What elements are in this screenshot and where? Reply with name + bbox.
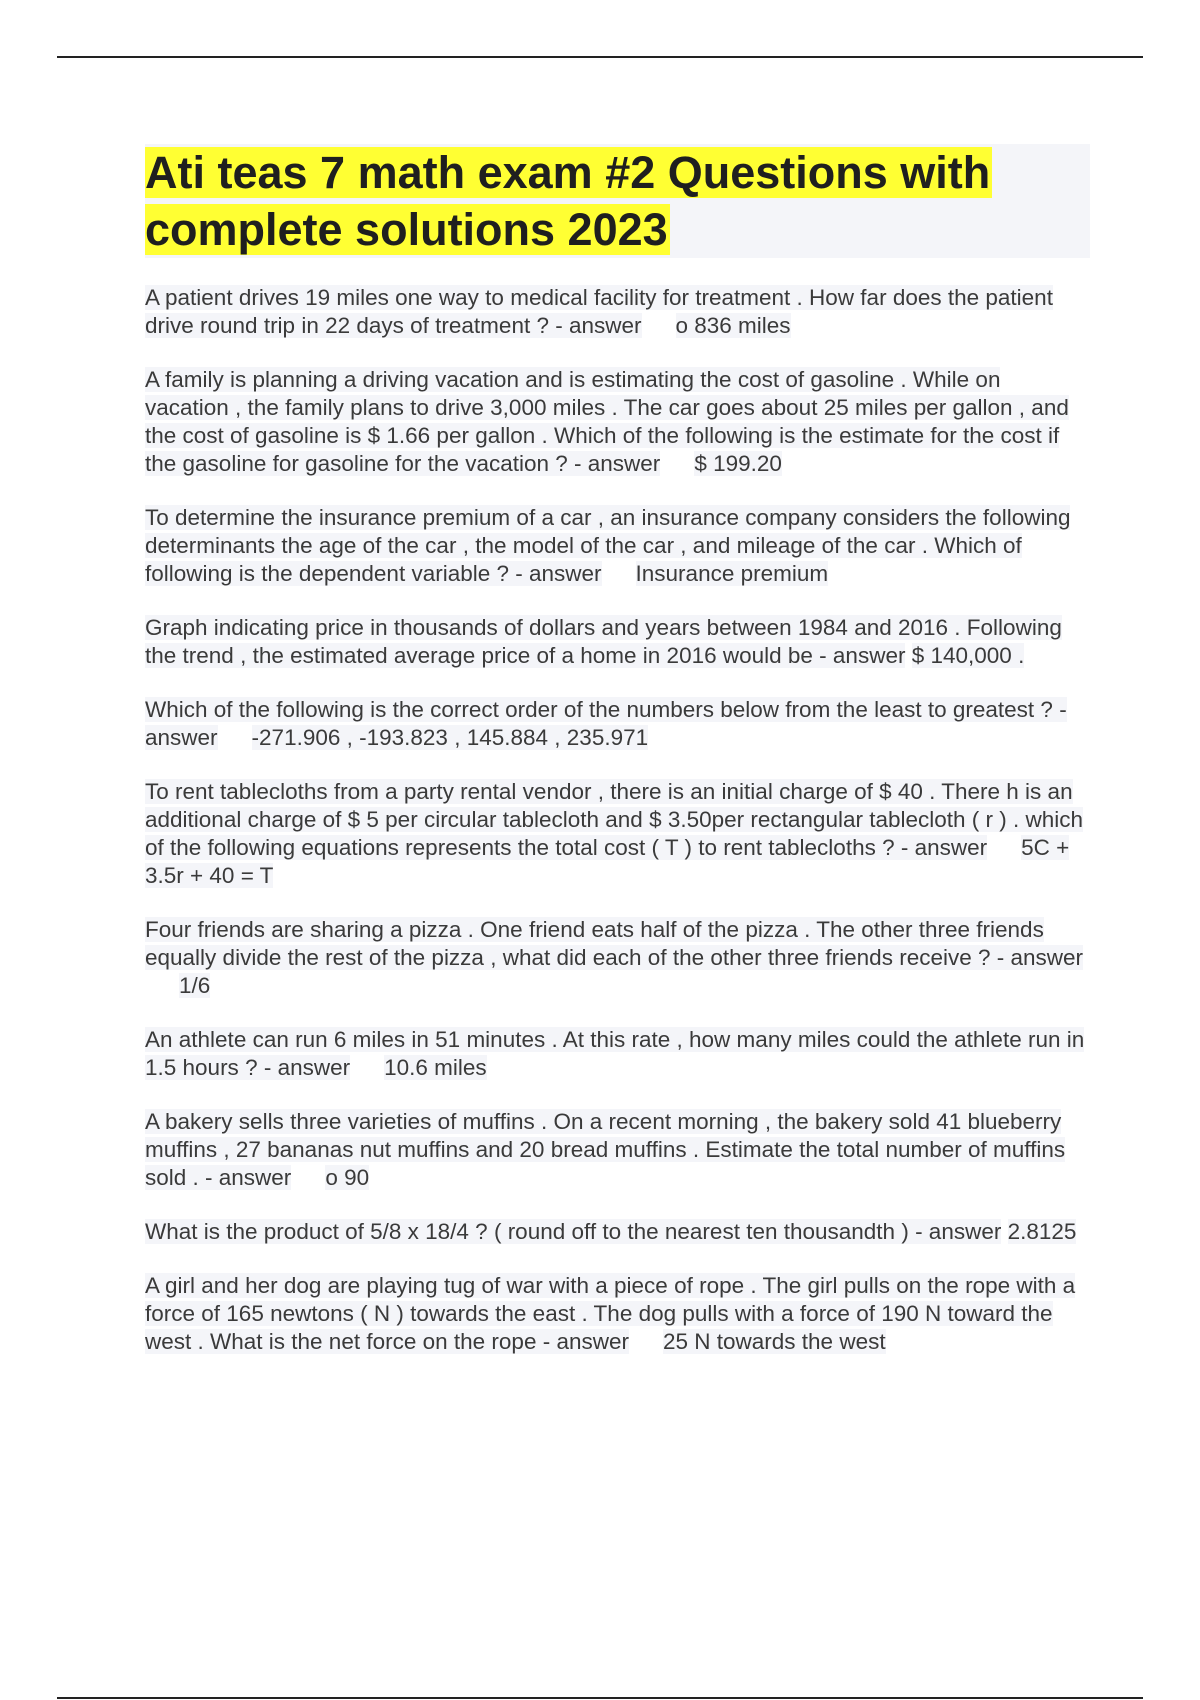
- question-text: Four friends are sharing a pizza . One friend eats half of the pizza . The other three friends equally divide the rest of the pizza , what did each of the other three friends receive ? - answer: [145, 917, 1084, 970]
- answer-text: 2.8125: [1007, 1219, 1077, 1244]
- question-text: To determine the insurance premium of a car , an insurance company considers the following determinants the age of the car , the model of the car , and mileage of the car . Which of following is the dependent variable ? - answer: [145, 505, 1071, 586]
- question-text: To rent tablecloths from a party rental vendor , there is an initial charge of $ 40 . There h is an additional charge of $ 5 per circular tablecloth and $ 3.50per rectangular tablecloth ( r ) . which of the following equations represents the total cost ( T ) to rent tablecloths ? - answer: [145, 779, 1084, 860]
- question-text: What is the product of 5/8 x 18/4 ? ( round off to the nearest ten thousandth ) - answer: [145, 1219, 1002, 1244]
- qa-item-4: [145, 614, 1090, 670]
- answer-text: Insurance premium: [635, 561, 829, 586]
- question-text: A girl and her dog are playing tug of war with a piece of rope . The girl pulls on the rope with a force of 165 newtons ( N ) towards the east . The dog pulls with a force of 190 N toward the west . What is the net force on the rope - answer: [145, 1273, 1076, 1354]
- qa-item-3: [145, 504, 1090, 588]
- answer-text: $ 199.20: [694, 451, 782, 476]
- question-text: A family is planning a driving vacation and is estimating the cost of gasoline . While on vacation , the family plans to drive 3,000 miles . The car goes about 25 miles per gallon , and the cost of gasoline is $ 1.66 per gallon . Which of the following is the estimate for the cost if the gasoline for gasoline for the vacation ? - answer: [145, 367, 1069, 476]
- qa-item-7: [145, 916, 1090, 1000]
- answer-text: 10.6 miles: [384, 1055, 487, 1080]
- top-rule: [57, 56, 1143, 58]
- qa-item-1: [145, 284, 1090, 340]
- page-title: [145, 144, 1090, 258]
- document-body: [145, 144, 1090, 1382]
- title-line-1: Ati teas 7 math exam #2 Questions with: [145, 147, 991, 198]
- qa-item-5: [145, 696, 1090, 752]
- answer-text: o 90: [325, 1165, 370, 1190]
- answer-text: 1/6: [179, 973, 211, 998]
- question-text: A bakery sells three varieties of muffins . On a recent morning , the bakery sold 41 blueberry muffins , 27 bananas nut muffins and 20 bread muffins . Estimate the total number of muffins sold . - answer: [145, 1109, 1066, 1190]
- qa-item-11: [145, 1272, 1090, 1356]
- qa-item-10: [145, 1218, 1090, 1246]
- qa-item-8: [145, 1026, 1090, 1082]
- question-text: Which of the following is the correct order of the numbers below from the least to greatest ? - answer: [145, 697, 1067, 750]
- question-text: Graph indicating price in thousands of dollars and years between 1984 and 2016 . Following the trend , the estimated average price of a home in 2016 would be - answer: [145, 615, 1062, 668]
- title-line-2: complete solutions 2023: [145, 204, 668, 255]
- answer-text: -271.906 , -193.823 , 145.884 , 235.971: [251, 725, 649, 750]
- question-text: An athlete can run 6 miles in 51 minutes . At this rate , how many miles could the athlete run in 1.5 hours ? - answer: [145, 1027, 1085, 1080]
- qa-item-6: [145, 778, 1090, 890]
- qa-item-9: [145, 1108, 1090, 1192]
- answer-text: $ 140,000 .: [911, 643, 1025, 668]
- answer-text: 25 N towards the west: [662, 1329, 886, 1354]
- bottom-rule: [57, 1697, 1143, 1699]
- qa-item-2: [145, 366, 1090, 478]
- title-block: [145, 144, 1090, 258]
- question-text: A patient drives 19 miles one way to medical facility for treatment . How far does the patient drive round trip in 22 days of treatment ? - answer: [145, 285, 1053, 338]
- answer-text: o 836 miles: [675, 313, 791, 338]
- answer-text: 5C + 3.5r + 40 = T: [145, 835, 1070, 888]
